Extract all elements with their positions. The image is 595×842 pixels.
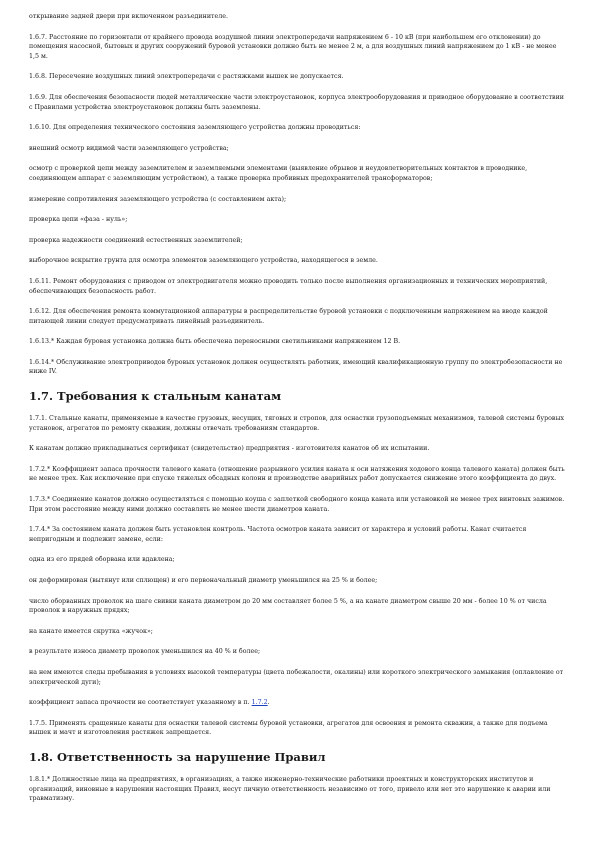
list-item-phase-zero: проверка цепи «фаза - нуль»; [29,216,128,224]
list-item-wear: в результате износа диаметр проволок уменьшился на 40 % и более; [29,648,261,656]
list-item-circuit-check: осмотр с проверкой цепи между заземлителем и заземляемыми элементами (выявление обрывов и неудовлетворительных контактов в проводнике, соединяющем аппарат с заземляющим устройством), а также проверка пробивных предохранителей трансформаторов; [29,165,528,182]
paragraph-1-6-9: 1.6.9. Для обеспечения безопасности людей металлические части электроустановок, корпуса электрооборудования и приводное оборудование в соответствии с Правилами устройства электроустановок должны быть заземлены. [29,93,564,111]
paragraph-1-6-13: 1.6.13.* Каждая буровая установка должна быть обеспечена переносными светильниками напряжением 12 В. [29,338,401,346]
list-item-external-inspection: внешний осмотр видимой части заземляющего устройства; [29,144,229,152]
list-item-kink: на канате имеется скрутка «жучок»; [29,627,153,635]
list-item-broken-wires: число оборванных проволок на шаге свивки каната диаметром до 20 мм составляет более 5 %, а на канате диаметром свыше 20 мм - более 10 % от числа проволок в наружных прядях; [29,597,547,615]
paragraph-1-6-10: 1.6.10. Для определения технического состояния заземляющего устройства должны проводиться: [29,124,361,132]
list-item-broken-strand: одна из его прядей оборвана или вдавлена; [29,556,175,564]
document-page [29,12,565,804]
paragraph-door: открывание задней двери при включенном разъединителе. [29,13,228,20]
paragraph-1-8-1: 1.8.1.* Должностные лица на предприятиях, в организациях, а также инженерно-технические работники проектных и конструкторских институтов и организаций, виновные в нарушении настоящих Правил, несут личную ответственность независимо от того, привело или нет это нарушение к аварии или травматизму. [29,775,551,803]
clause-1-7-2-link[interactable]: 1.7.2 [251,699,268,707]
paragraph-1-7-3: 1.7.3.* Соединение канатов должно осуществляться с помощью коуша с заплеткой свободного конца каната или установкой не менее трех винтовых зажимов. При этом расстояние между ними должно составлять не менее шести диаметров каната. [29,496,565,513]
heading-responsibility: 1.8. Ответственность за нарушение Правил [29,749,326,764]
paragraph-1-6-8: 1.6.8. Пересечение воздушных линий электропередачи с растяжками вышек не допускается. [29,73,344,81]
paragraph-certificate: К канатам должно прикладываться сертификат (свидетельство) предприятия - изготовителя канатов об их испытании. [29,445,430,453]
paragraph-1-7-1: 1.7.1. Стальные канаты, применяемые в качестве грузовых, несущих, тяговых и стропов, для оснастки грузоподъемных механизмов, талевой системы буровых установок, агрегатов по ремонту скважин, должны отвечать требованиям стандартов. [29,415,565,432]
paragraph-1-7-2: 1.7.2.* Коэффициент запаса прочности талевого каната (отношение разрывного усилия каната к оси натяжения ходового конца талевого каната) должен быть не менее трех. Как исключение при спуске тяжелых обсадных колонн и производстве аварийных работ допускается снижение этого коэффициента до двух. [29,465,565,483]
list-item-heat-damage: на нем имеются следы пребывания в условиях высокой температуры (цвета побежалости, окалины) или короткого электрического замыкания (оплавление от электрической дуги); [29,668,564,686]
heading-steel-ropes: 1.7. Требования к стальным канатам [29,389,282,404]
paragraph-1-7-5: 1.7.5. Применять сращенные канаты для оснастки талевой системы буровой установки, агрегатов для освоения и ремонта скважин, а также для подъема вышек и мачт и изготовления растяжек запрещается. [29,719,548,737]
list-item-deformed: он деформирован (вытянут или сплющен) и его первоначальный диаметр уменьшился на 25 % и более; [29,577,378,584]
list-item-natural-grounds: проверка надежности соединений естественных заземлителей; [29,236,243,244]
safety-factor-end: . [267,699,270,707]
list-item-soil-opening: выборочное вскрытие грунта для осмотра элементов заземляющего устройства, находящегося в земле. [29,257,378,265]
list-item-resistance: измерение сопротивления заземляющего устройства (с составлением акта); [29,195,287,203]
list-item-safety-factor [29,698,565,708]
paragraph-1-6-14: 1.6.14.* Обслуживание электроприводов буровых установок должен осуществлять работник, имеющий квалификационную группу по электробезопасности не ниже IV. [29,358,563,376]
paragraph-1-6-11: 1.6.11. Ремонт оборудования с приводом от электродвигателя можно проводить только после выполнения организационных и технических мероприятий, обеспечивающих безопасность работ. [29,277,548,295]
safety-factor-text: коэффициент запаса прочности не соответствует указанному в п. [29,699,252,707]
paragraph-1-7-4: 1.7.4.* За состоянием каната должен быть установлен контроль. Частота осмотров каната зависит от характера и условий работы. Канат считается непригодным и подлежит замене, если: [29,526,527,543]
paragraph-1-6-7: 1.6.7. Расстояние по горизонтали от крайнего провода воздушной линии электропередачи напряжением 6 - 10 кВ (при наибольшем его отклонении) до помещения насосной, бытовых и других сооружений буровой установки должно быть не менее 2 м, а для воздушных линий напряжением до 1 кВ - не менее 1,5 м. [29,33,557,60]
paragraph-1-6-12: 1.6.12. Для обеспечения ремонта коммутационной аппаратуры в распределительстве буровой установки с подключенным напряжением на вводе каждой питающей линии следует предусматривать линейный разъединитель. [29,308,548,325]
